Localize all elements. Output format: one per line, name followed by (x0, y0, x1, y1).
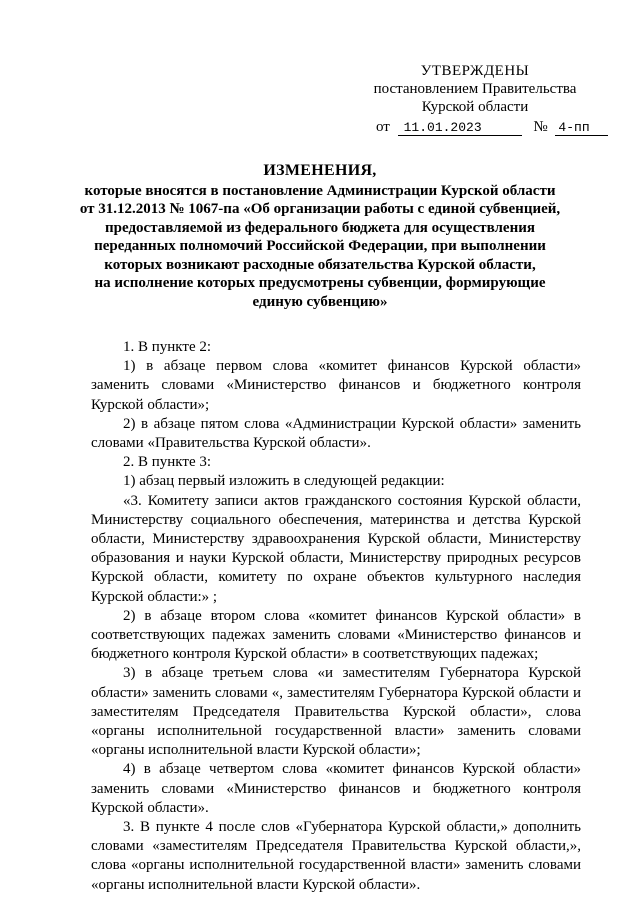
paragraph-subitem: 1) в абзаце первом слова «комитет финансов Курской области» заменить словами «Министерство финансов и бюджетного контроля Курской области»; (91, 358, 581, 413)
paragraph-subitem: 2) в абзаце втором слова «комитет финансов Курской области» в соответствующих падежах заменить словами «Министерство финансов и бюджетного контроля Курской области» в соответствующих падежах; (91, 607, 581, 663)
paragraph-subitem: 1) абзац первый изложить в следующей редакции: (123, 473, 445, 490)
paragraph-item-2: 2. В пункте 3: (123, 454, 212, 471)
decree-number: 4-пп (555, 120, 608, 136)
paragraph-subitem: 2) в абзаце пятом слова «Администрации Курской области» заменить словами «Правительства Курской области». (91, 415, 581, 452)
paragraph-item-1: 1. В пункте 2: (123, 339, 212, 355)
title-line: переданных полномочий Российской Федерации, при выполнении (94, 238, 546, 254)
title-line: на исполнение которых предусмотрены субвенции, формирующие (94, 275, 546, 291)
approval-date-number-line (376, 118, 596, 136)
paragraph-quote: «3. Комитету записи актов гражданского состояния Курской области, Министерству социального обеспечения, материнства и детства Курской области, Министерству здравоохранения Курской области, Министерству образования и науки Курской области, Министерству природных ресурсов Курской области, комитету по охране объектов культурного наследия Курской области:» ; (91, 492, 581, 605)
date-prefix: от (376, 119, 390, 135)
approval-decree-line: постановлением Правительства (373, 81, 577, 97)
paragraph-subitem: 4) в абзаце четвертом слова «комитет финансов Курской области» заменить словами «Министерство финансов и бюджетного контроля Курской области». (91, 761, 581, 816)
approval-heading: УТВЕРЖДЕНЫ (420, 63, 530, 79)
approval-stamp (360, 62, 590, 116)
document-body (91, 338, 581, 895)
title-heading: ИЗМЕНЕНИЯ, (263, 162, 377, 179)
title-line: которых возникают расходные обязательства Курской области, (104, 256, 536, 273)
title-line: единую субвенцию» (252, 293, 388, 310)
paragraph-item-3: 3. В пункте 4 после слов «Губернатора Курской области,» дополнить словами «заместителям Председателя Правительства Курской области,», слова «органы исполнительной государственной власти» заменить словами «органы исполнительной власти Курской области». (91, 819, 581, 893)
paragraph-subitem: 3) в абзаце третьем слова «и заместителям Губернатора Курской области» заменить словами «, заместителям Губернатора Курской области и заместителям Председателя Правительства Курской области», слова «органы исполнительной государственной власти» заменить словами «органы исполнительной власти Курской области»; (91, 665, 581, 759)
decree-date: 11.01.2023 (398, 120, 522, 136)
title-line: предоставляемой из федерального бюджета для осуществления (105, 219, 535, 236)
title-line: от 31.12.2013 № 1067-па «Об организации работы с единой субвенцией, (79, 201, 561, 217)
number-prefix: № (533, 119, 548, 135)
document-title (40, 162, 600, 311)
title-line: которые вносятся в постановление Администрации Курской области (84, 182, 556, 199)
approval-region-line: Курской области (421, 99, 529, 115)
